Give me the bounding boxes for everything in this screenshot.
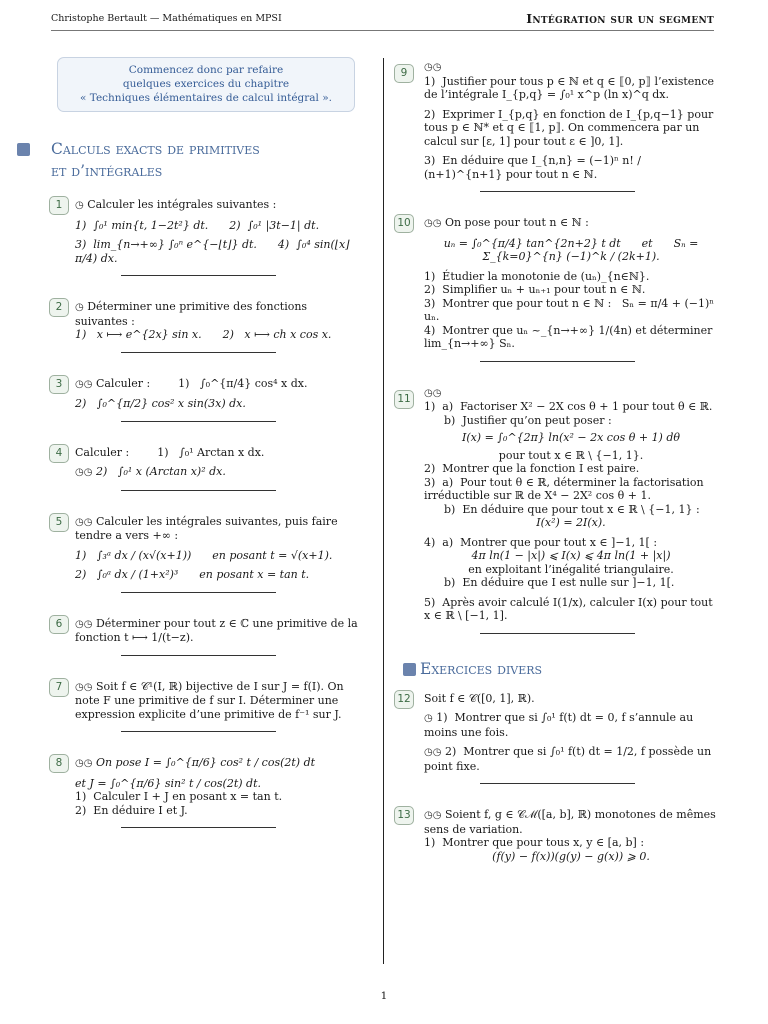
exercise-8 — [55, 756, 361, 817]
exercise-difficulty — [424, 60, 718, 75]
exercise-number-badge: 5 — [49, 513, 69, 532]
exercise-intro-text: Soient f, g ∈ 𝒞ℳ([a, b], ℝ) monotones de mêmes sens de variation. — [424, 808, 720, 836]
section-square-icon — [17, 143, 30, 156]
exercise-item: 3) a) Pour tout θ ∈ ℝ, déterminer la factorisation irréductible sur ℝ de X⁴ − 2X² cos θ + 1. — [424, 475, 708, 502]
exercise-item — [424, 711, 718, 739]
exercise-item-text: 2) Montrer que si ∫₀¹ f(t) dt = 1/2, f possède un point fixe. — [424, 745, 715, 773]
clock-icon: ◷◷ — [424, 62, 442, 73]
exercise-intro — [424, 216, 718, 231]
note-line: Commencez donc par refaire — [128, 64, 284, 76]
exercise-item: 1) Calculer I + J en posant x = tan t. — [75, 790, 283, 803]
exercise-intro — [75, 617, 361, 645]
clock-icon: ◷◷ — [75, 681, 93, 693]
right-column — [396, 60, 718, 863]
separator — [480, 633, 635, 634]
separator — [121, 352, 276, 353]
exercise-item: b) Justifier qu’on peut poser : — [444, 413, 612, 427]
note-line: « Techniques élémentaires de calcul intégral ». — [80, 92, 332, 104]
exercise-item: 4) Montrer que uₙ ~_{n→+∞} 1/(4n) et déterminer lim_{n→+∞} Sₙ. — [424, 323, 716, 350]
header-author: Christophe Bertault — Mathématiques en MPSI — [51, 13, 282, 24]
exercise-definition: uₙ = ∫₀^{π/4} tan^{2n+2} t dt et Sₙ = Σ_{k=0}^{n} (−1)^k / (2k+1). — [443, 236, 702, 263]
exercise-intro — [424, 808, 718, 836]
exercise-number-badge: 4 — [49, 444, 69, 463]
exercise-intro-text: Déterminer pour tout z ∈ ℂ une primitive de la fonction t ⟼ 1/(t−z). — [75, 616, 362, 644]
exercise-intro: Calculer : 1) ∫₀¹ Arctan x dx. — [75, 445, 265, 459]
column-divider — [383, 58, 384, 964]
clock-icon: ◷ — [424, 713, 433, 724]
exercise-item: 2) Simplifier uₙ + uₙ₊₁ pour tout n ∈ ℕ. — [424, 283, 646, 296]
exercise-intro — [75, 680, 361, 722]
exercise-item: 1) Justifier pour tous p ∈ ℕ et q ∈ ⟦0, p⟧ l’existence de l’intégrale I_{p,q} = ∫₀¹ x^p (ln x)^q dx. — [424, 74, 718, 101]
exercise-formula-cond: pour tout x ∈ ℝ \ {−1, 1}. — [498, 448, 644, 462]
section-heading-divers — [420, 658, 718, 680]
exercise-intro-text: On pose pour tout n ∈ ℕ : — [444, 216, 589, 229]
section-title-line: Exercices divers — [420, 659, 543, 678]
exercise-number-badge: 1 — [49, 196, 69, 215]
clock-icon: ◷ — [75, 200, 84, 211]
exercise-intro-text: Calculer : 1) ∫₀^{π/4} cos⁴ x dx. — [95, 376, 308, 390]
page-number: 1 — [380, 990, 388, 1002]
exercise-item: 2) Exprimer I_{p,q} en fonction de I_{p,q−1} pour tous p ∈ ℕ* et q ∈ ⟦1, p⟧. On commencera par un calcul sur [ε, 1] pour tout ε ∈ ]0, 1]. — [424, 107, 717, 148]
exercise-5 — [55, 514, 361, 582]
exercise-intro — [75, 515, 361, 543]
header-rule — [51, 30, 714, 31]
exercise-number-badge: 6 — [49, 615, 69, 634]
exercise-item: 1) Montrer que pour tous x, y ∈ [a, b] : — [424, 836, 645, 849]
exercise-item — [75, 465, 361, 480]
exercise-intro: Soit f ∈ 𝒞([0, 1], ℝ). — [424, 691, 535, 705]
exercise-item: 2) En déduire I et J. — [75, 803, 188, 817]
exercise-intro-text: On pose I = ∫₀^{π/6} cos² t / cos(2t) dt — [95, 756, 316, 769]
separator — [480, 783, 635, 784]
exercise-13 — [396, 808, 718, 863]
exercise-item: 2) Montrer que la fonction I est paire. — [424, 462, 640, 475]
exercise-10 — [396, 216, 718, 351]
section-heading-primitives — [34, 138, 361, 182]
exercise-formula: 4π ln(1 − |x|) ⩽ I(x) ⩽ 4π ln(1 + |x|) — [471, 549, 671, 562]
separator — [121, 275, 276, 276]
exercise-item: 3) En déduire que I_{n,n} = (−1)ⁿ n! / (n+1)^{n+1} pour tout n ∈ ℕ. — [424, 154, 645, 181]
exercise-item-text: 1) Montrer que si ∫₀¹ f(t) dt = 0, f s’annule au moins une fois. — [424, 711, 697, 739]
exercise-definition: et J = ∫₀^{π/6} sin² t / cos(2t) dt. — [75, 776, 261, 790]
exercise-intro — [75, 198, 361, 213]
clock-icon: ◷◷ — [75, 758, 93, 769]
clock-icon: ◷◷ — [75, 516, 93, 528]
exercise-intro-text: Déterminer une primitive des fonctions suivantes : — [75, 300, 311, 328]
exercise-12 — [396, 692, 718, 774]
exercise-item-text: 2) ∫₀¹ x (Arctan x)² dx. — [95, 465, 226, 478]
exercise-item: 2) ∫₀ᵃ dx / (1+x²)³ en posant x = tan t. — [75, 568, 310, 581]
exercise-3 — [55, 376, 361, 411]
exercise-item: 3) lim_{n→+∞} ∫₀ⁿ e^{−⌊t⌋} dt. 4) ∫₀⁴ sin(⌊x⌋π/4) dx. — [75, 238, 350, 265]
exercise-item: b) En déduire que pour tout x ∈ ℝ \ {−1, 1} : — [444, 502, 700, 516]
clock-icon: ◷◷ — [75, 618, 93, 630]
exercise-formula: (f(y) − f(x))(g(y) − g(x)) ⩾ 0. — [492, 849, 650, 863]
separator — [121, 592, 276, 593]
exercise-difficulty — [424, 386, 718, 401]
clock-icon: ◷◷ — [424, 810, 442, 821]
exercise-item: 1) x ⟼ e^{2x} sin x. 2) x ⟼ ch x cos x. — [75, 328, 332, 341]
exercise-item: 4) a) Montrer que pour tout x ∈ ]−1, 1[ : — [424, 535, 658, 549]
exercise-item: 5) Après avoir calculé I(1/x), calculer I(x) pour tout x ∈ ℝ \ [−1, 1]. — [424, 595, 717, 622]
exercise-intro — [75, 756, 361, 771]
clock-icon: ◷◷ — [75, 467, 93, 478]
exercise-intro-text: Soit f ∈ 𝒞¹(I, ℝ) bijective de I sur J = f(I). On note F une primitive de f sur I. Déterminer une expression explicite d’une primitive de f⁻¹ sur J. — [75, 679, 348, 721]
exercise-number-badge: 13 — [394, 806, 414, 825]
section-square-icon — [403, 663, 416, 676]
exercise-item: 3) Montrer que pour tout n ∈ ℕ : Sₙ = π/4 + (−1)ⁿ uₙ. — [424, 296, 718, 323]
exercise-item: 2) ∫₀^{π/2} cos² x sin(3x) dx. — [75, 397, 246, 410]
exercise-intro — [75, 300, 361, 328]
exercise-formula-cond: en exploitant l’inégalité triangulaire. — [468, 562, 674, 576]
clock-icon: ◷ — [75, 302, 84, 313]
separator — [480, 361, 635, 362]
separator — [480, 191, 635, 192]
separator — [121, 421, 276, 422]
intro-note — [57, 57, 355, 112]
exercise-intro-text: Calculer les intégrales suivantes : — [87, 198, 277, 211]
exercise-2 — [55, 300, 361, 342]
exercise-item: 1) ∫₃ᵃ dx / (x√(x+1)) en posant t = √(x+1). — [75, 548, 333, 562]
left-column — [51, 52, 361, 852]
exercise-formula: I(x²) = 2I(x). — [536, 516, 606, 529]
section-title-line: et d’intégrales — [51, 162, 163, 180]
exercise-6 — [55, 616, 362, 645]
exercise-number-badge: 7 — [49, 678, 69, 697]
exercise-number-badge: 2 — [49, 298, 69, 317]
exercise-item: 1) Étudier la monotonie de (uₙ)_{n∈ℕ}. — [424, 269, 650, 283]
exercise-4 — [55, 445, 361, 480]
separator — [121, 827, 276, 828]
note-line: quelques exercices du chapitre — [122, 78, 290, 90]
exercise-7 — [55, 679, 361, 722]
exercise-number-badge: 10 — [394, 214, 414, 233]
exercise-number-badge: 3 — [49, 375, 69, 394]
exercise-item: b) En déduire que I est nulle sur ]−1, 1[. — [444, 576, 675, 589]
exercise-11 — [396, 386, 718, 623]
exercise-item — [424, 745, 718, 773]
clock-icon: ◷◷ — [75, 378, 93, 390]
section-title-line: Calculs exacts de primitives — [51, 140, 260, 158]
exercise-item: 1) ∫₀¹ min{t, 1−2t²} dt. 2) ∫₀¹ |3t−1| dt. — [75, 218, 320, 232]
exercise-number-badge: 12 — [394, 690, 414, 709]
exercise-item: 1) a) Factoriser X² − 2X cos θ + 1 pour tout θ ∈ ℝ. — [424, 400, 713, 413]
exercise-intro-text: Calculer les intégrales suivantes, puis faire tendre a vers +∞ : — [75, 514, 342, 542]
exercise-formula: I(x) = ∫₀^{2π} ln(x² − 2x cos θ + 1) dθ — [461, 431, 681, 444]
exercise-number-badge: 9 — [394, 64, 414, 83]
header-chapter-title: Intégration sur un segment — [526, 11, 714, 26]
clock-icon: ◷◷ — [424, 218, 442, 229]
clock-icon: ◷◷ — [424, 747, 442, 758]
exercise-number-badge: 11 — [394, 390, 414, 409]
exercise-number-badge: 8 — [49, 754, 69, 773]
exercise-intro — [75, 377, 361, 392]
clock-icon: ◷◷ — [424, 387, 442, 399]
separator — [121, 490, 276, 491]
separator — [121, 731, 276, 732]
exercise-1 — [55, 198, 361, 265]
separator — [121, 655, 276, 656]
exercise-9 — [396, 60, 718, 181]
